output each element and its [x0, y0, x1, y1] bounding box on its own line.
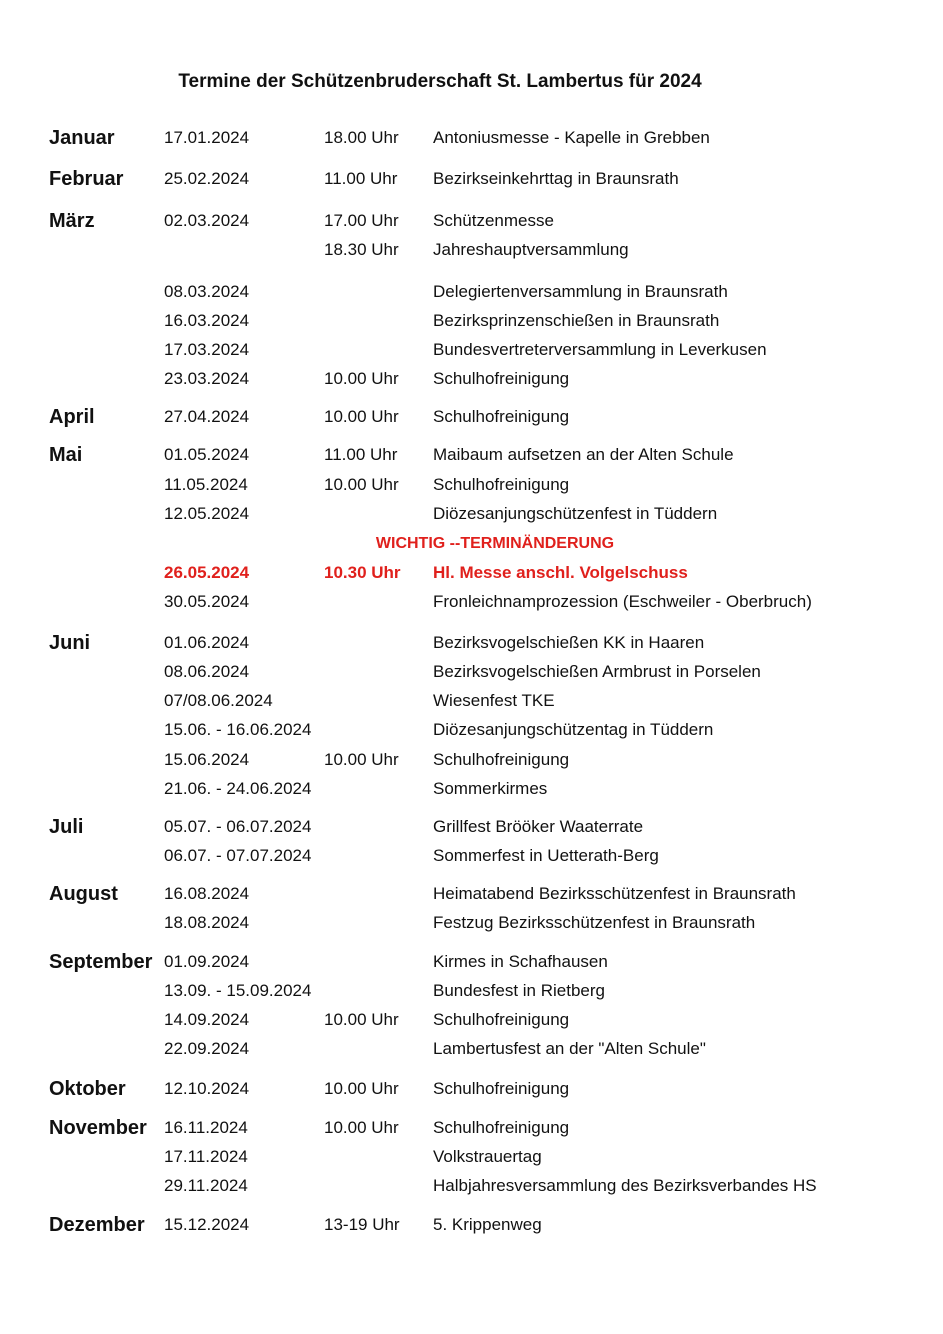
- schedule-row: [0, 126, 943, 150]
- event-date: 23.03.2024: [164, 369, 250, 388]
- event-date: 16.08.2024: [164, 884, 250, 903]
- schedule-row: [0, 950, 943, 974]
- schedule-row: [0, 979, 943, 1003]
- event-date: 06.07. - 07.07.2024: [164, 846, 312, 865]
- event-time: 10.00 Uhr: [324, 369, 399, 388]
- event-time: 18.30 Uhr: [324, 240, 399, 259]
- event-name: Hl. Messe anschl. Volgelschuss: [433, 563, 688, 582]
- event-name: Delegiertenversammlung in Braunsrath: [433, 282, 728, 301]
- event-date: 16.03.2024: [164, 311, 250, 330]
- event-date: 17.03.2024: [164, 340, 250, 359]
- schedule-row: [0, 660, 943, 684]
- schedule-row: [0, 502, 943, 526]
- event-date: 18.08.2024: [164, 913, 250, 932]
- month-label: Januar: [49, 127, 115, 149]
- event-name: Fronleichnamprozession (Eschweiler - Oberbruch): [433, 592, 812, 611]
- schedule-row: [0, 631, 943, 655]
- schedule-row: [0, 309, 943, 333]
- event-date: 21.06. - 24.06.2024: [164, 779, 312, 798]
- event-name: Jahreshauptversammlung: [433, 240, 629, 259]
- event-name: Grillfest Brööker Waaterrate: [433, 817, 644, 836]
- event-name: Schulhofreinigung: [433, 475, 570, 494]
- schedule-row: [0, 1145, 943, 1169]
- event-time: 10.00 Uhr: [324, 407, 399, 426]
- schedule-row: [0, 815, 943, 839]
- schedule-row: [0, 748, 943, 772]
- event-name: Schulhofreinigung: [433, 750, 570, 769]
- schedule-row: [0, 238, 943, 262]
- schedule-row: [0, 1037, 943, 1061]
- event-date: 01.09.2024: [164, 952, 250, 971]
- event-date: 05.07. - 06.07.2024: [164, 817, 312, 836]
- event-time: 10.30 Uhr: [324, 563, 401, 582]
- schedule-row: [0, 338, 943, 362]
- schedule-row: [0, 167, 943, 191]
- event-date: 17.01.2024: [164, 128, 250, 147]
- event-name: Antoniusmesse - Kapelle in Grebben: [433, 128, 710, 147]
- event-name: Wiesenfest TKE: [433, 691, 555, 710]
- event-date: 02.03.2024: [164, 211, 250, 230]
- event-name: Schützenmesse: [433, 211, 554, 230]
- schedule-row: [0, 718, 943, 742]
- schedule-row: [0, 844, 943, 868]
- schedule-row: [0, 689, 943, 713]
- event-date: 26.05.2024: [164, 563, 250, 582]
- event-date: 15.12.2024: [164, 1215, 250, 1234]
- event-date: 27.04.2024: [164, 407, 250, 426]
- schedule-row: [0, 882, 943, 906]
- event-name: Schulhofreinigung: [433, 1118, 570, 1137]
- event-date: 12.10.2024: [164, 1079, 250, 1098]
- schedule-row: [0, 443, 943, 467]
- event-time: 13-19 Uhr: [324, 1215, 400, 1234]
- event-name: Bundesvertreterversammlung in Leverkusen: [433, 340, 767, 359]
- event-date: 22.09.2024: [164, 1039, 250, 1058]
- event-date: 14.09.2024: [164, 1010, 250, 1029]
- event-name: Schulhofreinigung: [433, 1010, 570, 1029]
- event-time: 17.00 Uhr: [324, 211, 399, 230]
- schedule-row: [0, 280, 943, 304]
- event-date: 25.02.2024: [164, 169, 250, 188]
- event-date: 15.06.2024: [164, 750, 250, 769]
- schedule-row: [0, 367, 943, 391]
- event-name: Schulhofreinigung: [433, 407, 570, 426]
- event-name: Bezirkseinkehrttag in Braunsrath: [433, 169, 679, 188]
- schedule-row: [0, 911, 943, 935]
- event-time: 10.00 Uhr: [324, 1118, 399, 1137]
- event-time: 10.00 Uhr: [324, 1079, 399, 1098]
- event-name: Schulhofreinigung: [433, 369, 570, 388]
- event-name: 5. Krippenweg: [433, 1215, 542, 1234]
- schedule-row: [0, 1008, 943, 1032]
- event-date: 01.05.2024: [164, 445, 250, 464]
- schedule-row: [0, 405, 943, 429]
- month-label: Oktober: [49, 1078, 126, 1100]
- month-label: Februar: [49, 168, 124, 190]
- month-label: Mai: [49, 444, 83, 466]
- event-name: Lambertusfest an der "Alten Schule": [433, 1039, 706, 1058]
- event-name: Bezirksvogelschießen Armbrust in Porselen: [433, 662, 761, 681]
- event-name: Halbjahresversammlung des Bezirksverbandes HS: [433, 1176, 817, 1195]
- event-date: 17.11.2024: [164, 1147, 248, 1166]
- month-label: Dezember: [49, 1214, 145, 1236]
- event-date: 11.05.2024: [164, 475, 248, 494]
- schedule-row: [0, 1213, 943, 1237]
- event-time: 10.00 Uhr: [324, 1010, 399, 1029]
- schedule-row: [0, 1116, 943, 1140]
- month-label: Juni: [49, 632, 91, 654]
- event-date: 08.03.2024: [164, 282, 250, 301]
- month-label: November: [49, 1117, 147, 1139]
- event-name: Schulhofreinigung: [433, 1079, 570, 1098]
- event-date: 12.05.2024: [164, 504, 250, 523]
- event-time: 18.00 Uhr: [324, 128, 399, 147]
- event-time: 11.00 Uhr: [324, 169, 398, 188]
- event-name: Volkstrauertag: [433, 1147, 542, 1166]
- event-date: 16.11.2024: [164, 1118, 248, 1137]
- event-time: 11.00 Uhr: [324, 445, 398, 464]
- event-name: Heimatabend Bezirksschützenfest in Braunsrath: [433, 884, 796, 903]
- event-date: 15.06. - 16.06.2024: [164, 720, 312, 739]
- schedule-row: [0, 1077, 943, 1101]
- event-name: Maibaum aufsetzen an der Alten Schule: [433, 445, 734, 464]
- event-name: Diözesanjungschützentag in Tüddern: [433, 720, 714, 739]
- month-label: April: [49, 406, 95, 428]
- month-label: März: [49, 210, 95, 232]
- event-date: 13.09. - 15.09.2024: [164, 981, 312, 1000]
- month-label: Juli: [49, 816, 84, 838]
- event-date: 07/08.06.2024: [164, 691, 273, 710]
- event-name: Kirmes in Schafhausen: [433, 952, 608, 971]
- event-date: 01.06.2024: [164, 633, 250, 652]
- schedule-row: [0, 209, 943, 233]
- month-label: August: [49, 883, 118, 905]
- schedule-row: [0, 590, 943, 614]
- event-name: Diözesanjungschützenfest in Tüddern: [433, 504, 718, 523]
- event-name: Bundesfest in Rietberg: [433, 981, 605, 1000]
- event-date: 30.05.2024: [164, 592, 250, 611]
- event-date: 08.06.2024: [164, 662, 250, 681]
- event-name: Bezirksprinzenschießen in Braunsrath: [433, 311, 720, 330]
- change-notice: WICHTIG --TERMINÄNDERUNG: [375, 535, 615, 552]
- event-name: Sommerkirmes: [433, 779, 548, 798]
- event-time: 10.00 Uhr: [324, 475, 399, 494]
- event-date: 29.11.2024: [164, 1176, 248, 1195]
- month-label: September: [49, 951, 153, 973]
- schedule-row: [0, 1174, 943, 1198]
- event-name: Bezirksvogelschießen KK in Haaren: [433, 633, 705, 652]
- schedule-row: [0, 473, 943, 497]
- schedule-row-highlighted: [0, 561, 943, 585]
- event-name: Festzug Bezirksschützenfest in Braunsrath: [433, 913, 756, 932]
- schedule-row: [0, 777, 943, 801]
- page-title: Termine der Schützenbruderschaft St. Lambertus für 2024: [178, 71, 702, 92]
- event-time: 10.00 Uhr: [324, 750, 399, 769]
- event-name: Sommerfest in Uetterath-Berg: [433, 846, 659, 865]
